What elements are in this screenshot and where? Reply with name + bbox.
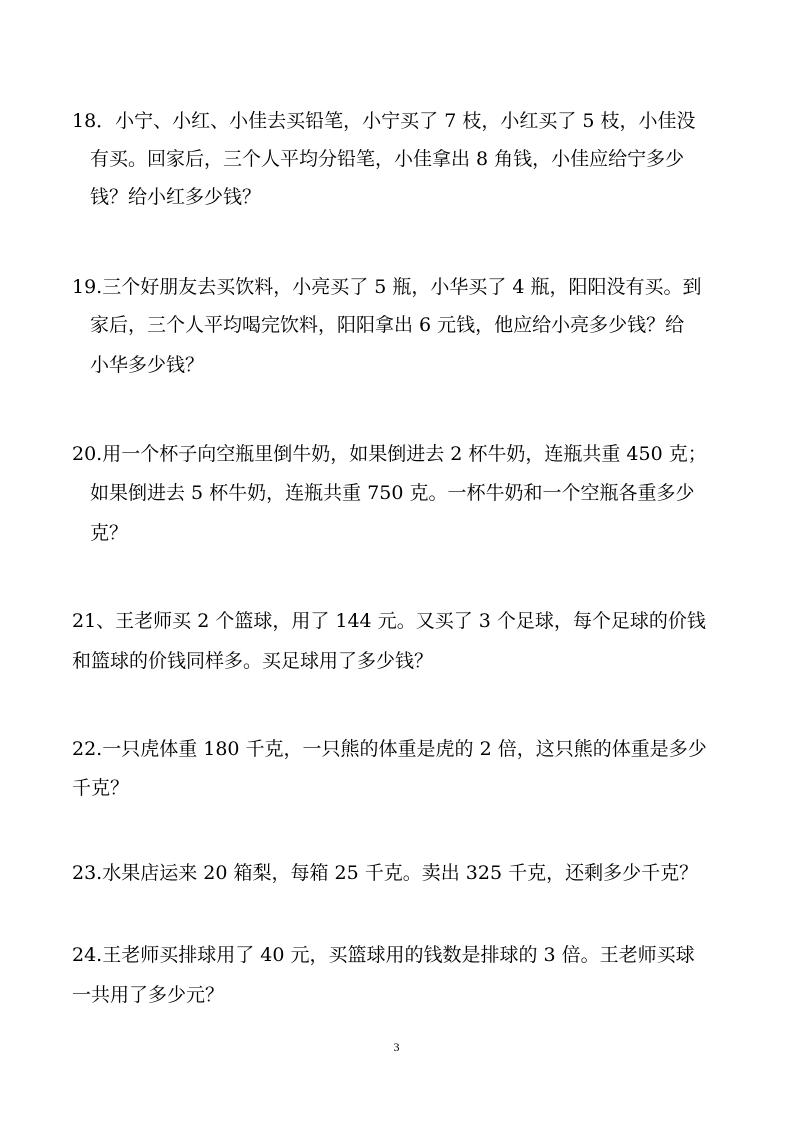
question-19-line-2: 家后，三个人平均喝完饮料，阳阳拿出 6 元钱，他应给小亮多少钱？给 xyxy=(90,314,685,336)
page-number: 3 xyxy=(393,1040,400,1054)
question-22-line-1: 22.一只虎体重 180 千克，一只熊的体重是虎的 2 倍，这只熊的体重是多少 xyxy=(72,738,707,760)
question-20-line-3: 克？ xyxy=(90,522,129,544)
question-22-line-2: 千克？ xyxy=(72,777,130,799)
question-20-line-1: 20.用一个杯子向空瓶里倒牛奶，如果倒进去 2 杯牛奶，连瓶共重 450 克； xyxy=(72,443,707,465)
question-18-line-1: 18．小宁、小红、小佳去买铅笔，小宁买了 7 枝，小红买了 5 枝，小佳没 xyxy=(72,110,696,132)
question-24-line-1: 24.王老师买排球用了 40 元，买篮球用的钱数是排球的 3 倍。王老师买球 xyxy=(72,944,695,966)
question-21-line-1: 21、王老师买 2 个篮球，用了 144 元。又买了 3 个足球，每个足球的价钱 xyxy=(72,610,706,632)
question-24-line-2: 一共用了多少元？ xyxy=(72,984,225,1006)
question-19-line-3: 小华多少钱？ xyxy=(90,354,205,376)
question-21-line-2: 和篮球的价钱同样多。买足球用了多少钱？ xyxy=(72,650,434,672)
question-18-line-2: 有买。回家后，三个人平均分铅笔，小佳拿出 8 角钱，小佳应给宁多少 xyxy=(90,148,685,170)
question-20-line-2: 如果倒进去 5 杯牛奶，连瓶共重 750 克。一杯牛奶和一个空瓶各重多少 xyxy=(90,482,695,504)
question-23-line-1: 23.水果店运来 20 箱梨，每箱 25 千克。卖出 325 千克，还剩多少千克？ xyxy=(72,862,699,884)
question-19-line-1: 19.三个好朋友去买饮料，小亮买了 5 瓶，小华买了 4 瓶，阳阳没有买。到 xyxy=(72,276,702,298)
question-18-line-3: 钱？给小红多少钱？ xyxy=(90,186,262,208)
